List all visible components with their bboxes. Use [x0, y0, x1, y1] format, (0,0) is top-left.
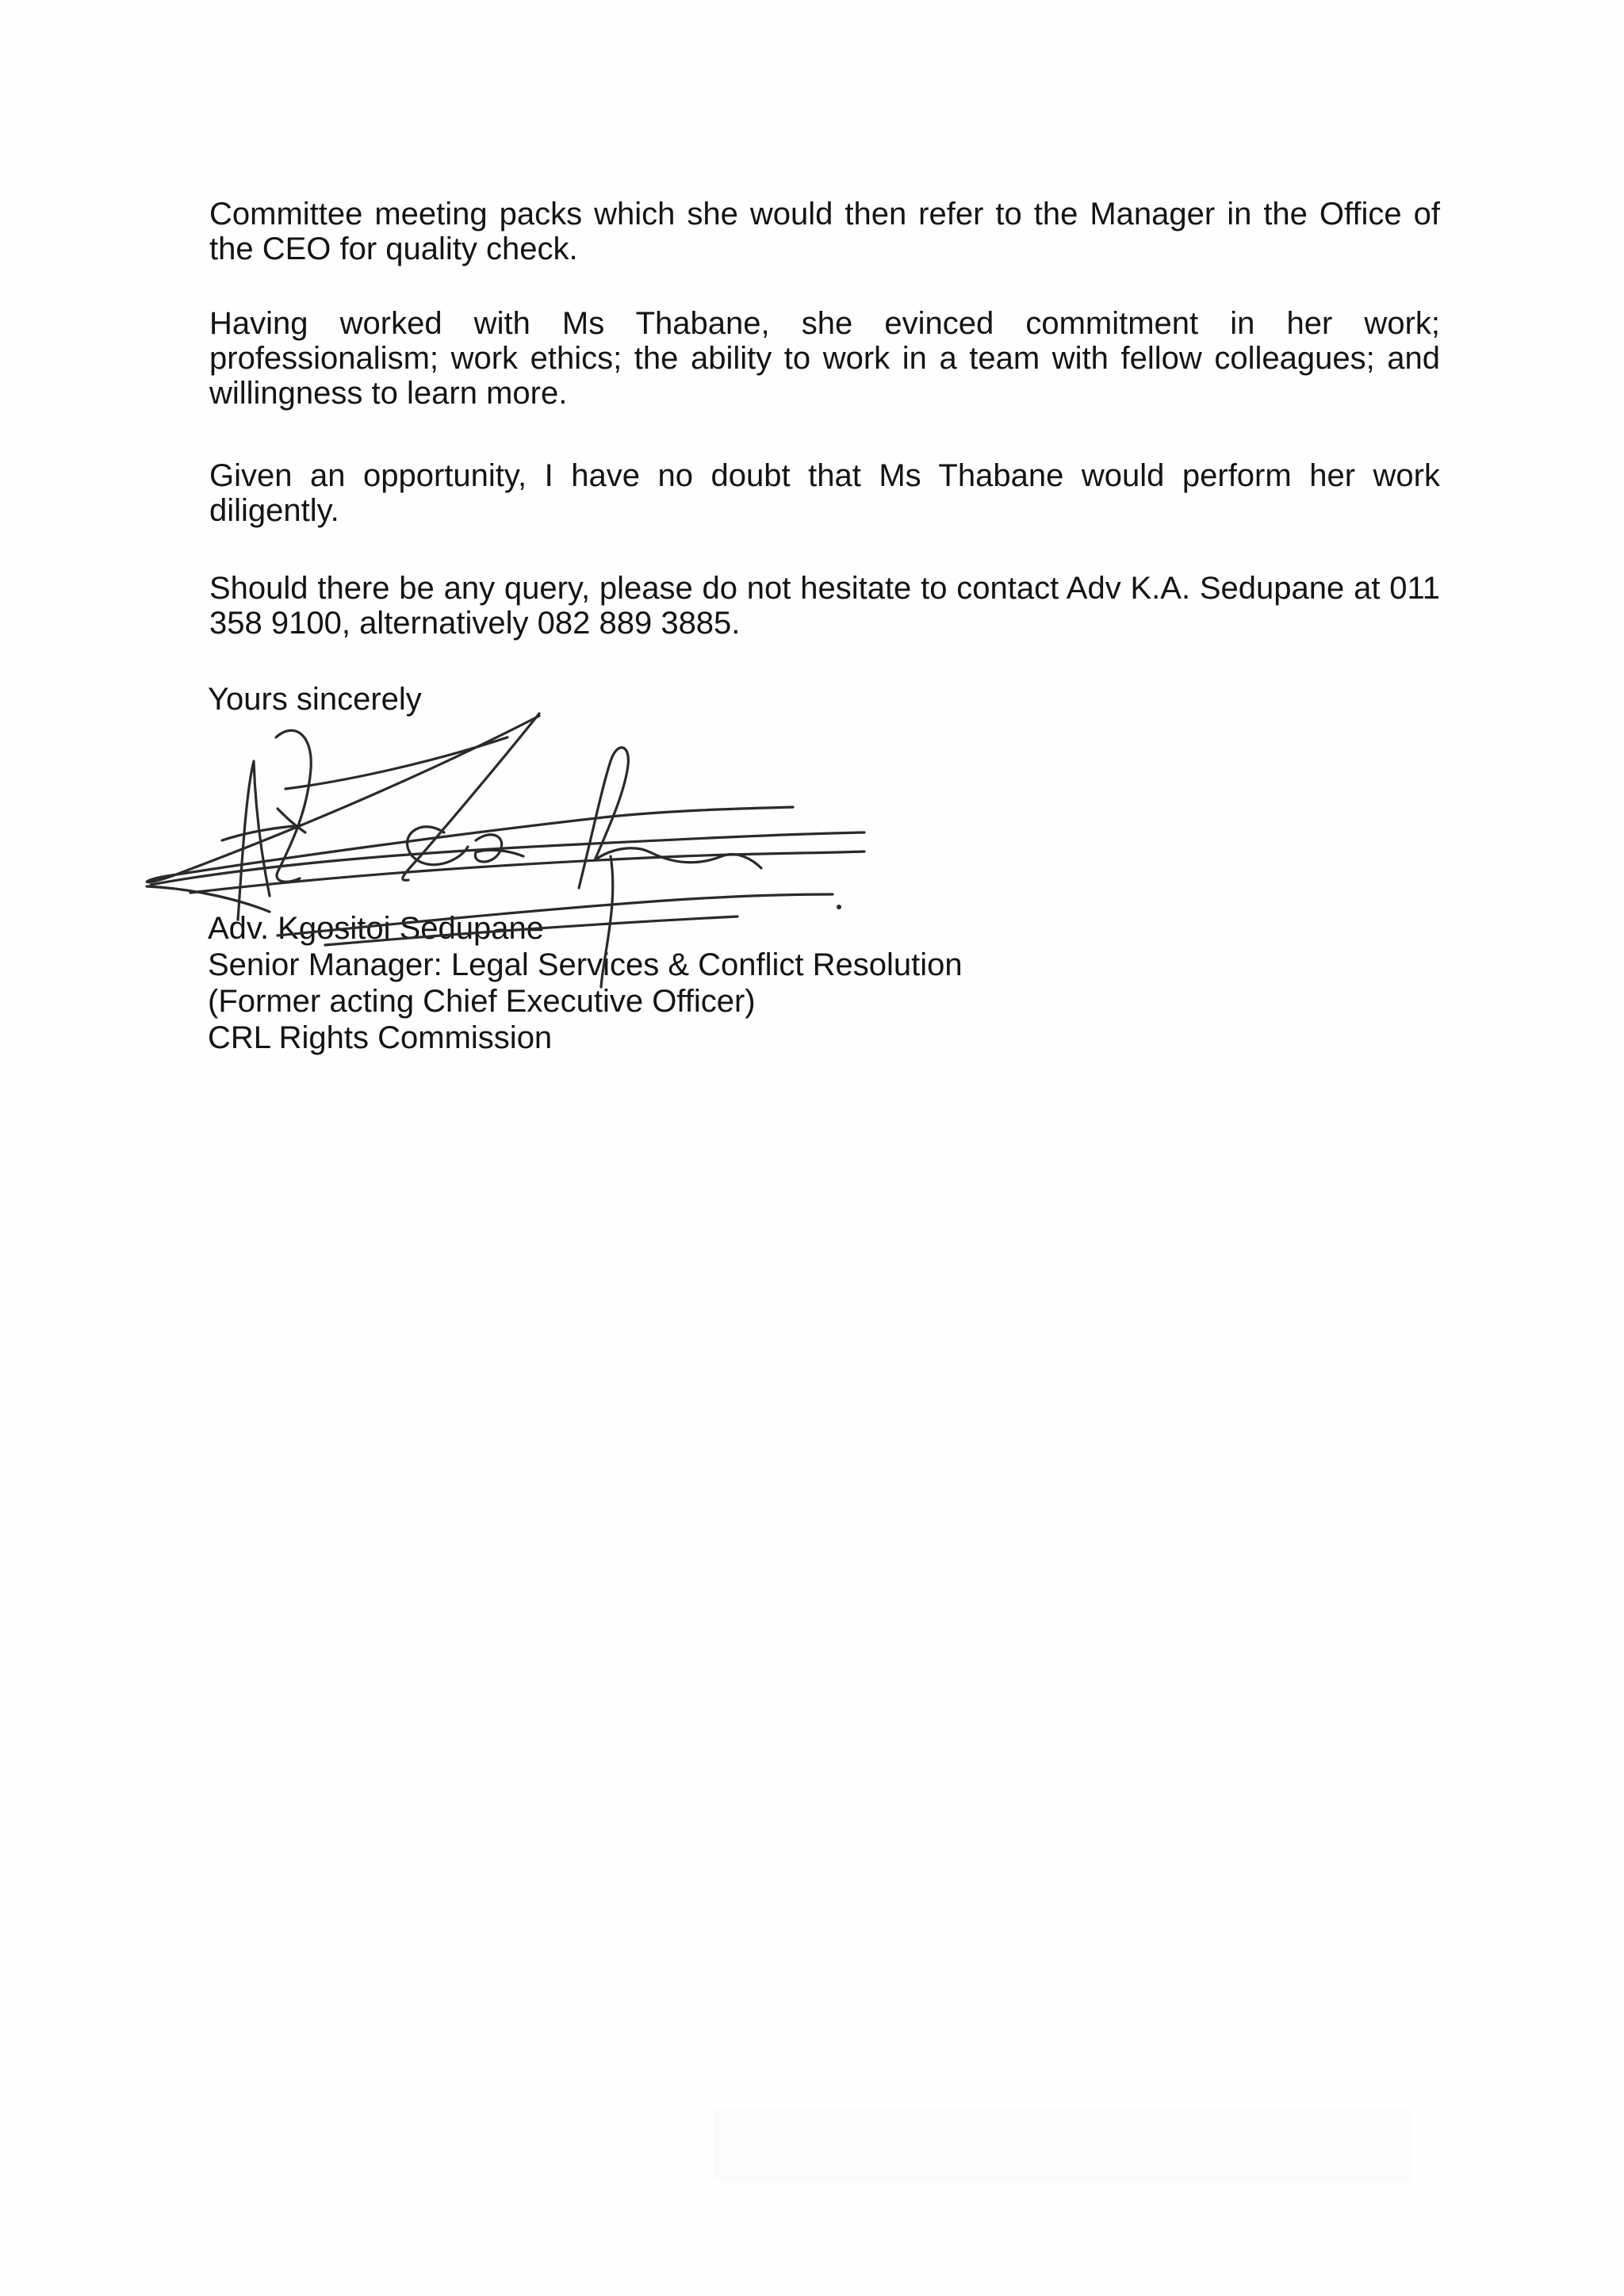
closing-salutation: Yours sincerely [208, 682, 422, 717]
paragraph-contact: Should there be any query, please do not hesitate to contact Adv K.A. Sedupane at 011 358 9100, alternatively 082 889 3885. [209, 571, 1440, 641]
signatory-title: Senior Manager: Legal Services & Conflict Resolution [208, 947, 963, 982]
signatory-organization: CRL Rights Commission [208, 1020, 553, 1055]
handwritten-signature [135, 698, 888, 1031]
paragraph-commitment: Having worked with Ms Thabane, she evinced commitment in her work; professionalism; work ethics; the ability to work in a team with fellow colleagues; and willingness to learn more. [209, 306, 1440, 411]
signatory-former-role: (Former acting Chief Executive Officer) [208, 984, 756, 1019]
paragraph-opportunity: Given an opportunity, I have no doubt that Ms Thabane would perform her work diligently. [209, 458, 1440, 528]
signatory-name: Adv. Kgositoi Sedupane [208, 911, 545, 946]
scan-shading [714, 2109, 1411, 2180]
paragraph-committee-packs: Committee meeting packs which she would then refer to the Manager in the Office of the CEO for quality check. [209, 197, 1440, 266]
